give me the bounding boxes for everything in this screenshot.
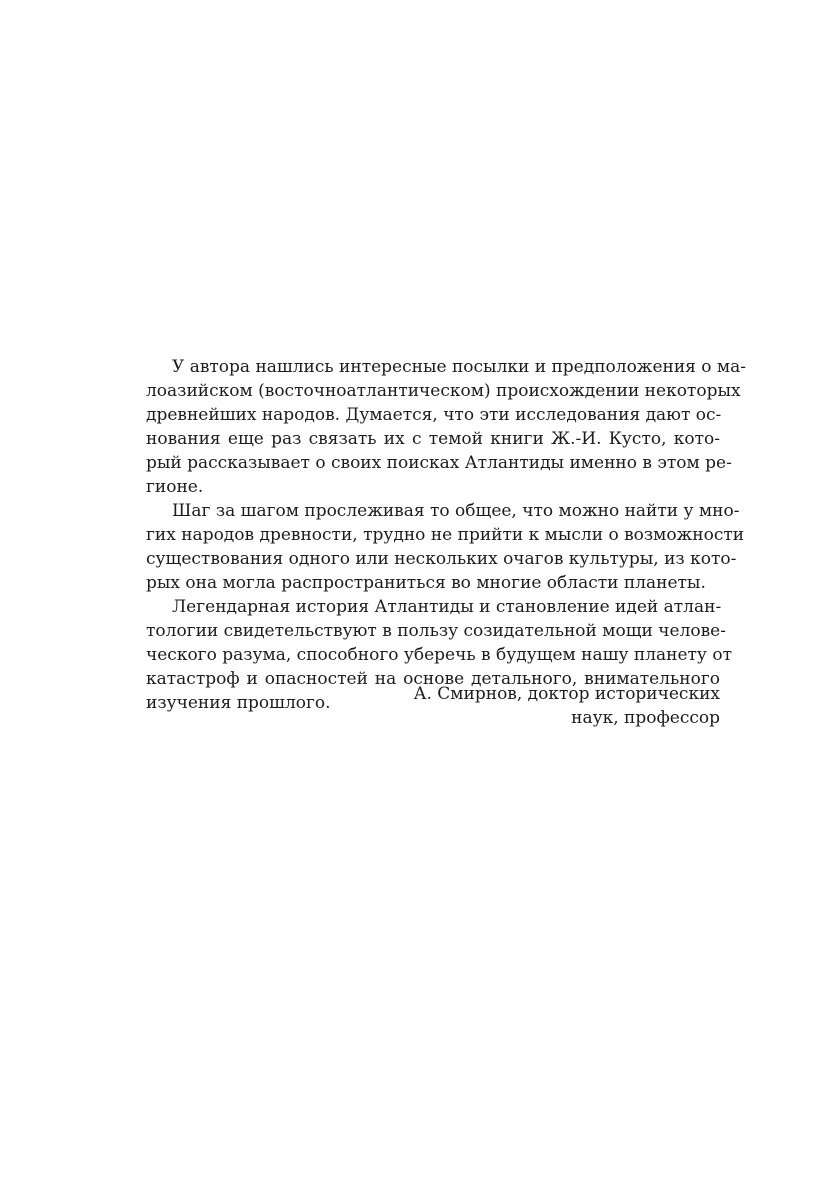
paragraph-1: [146, 355, 747, 499]
text-line: тологии свидетельствуют в пользу созидательной мощи челове-: [146, 621, 726, 641]
text-line: катастроф и опасностей на основе детального, внимательного: [146, 669, 720, 689]
text-line: Легендарная история Атлантиды и становление идей атлан-: [172, 597, 722, 617]
paragraph-2: [146, 499, 745, 595]
text-line: Шаг за шагом прослеживая то общее, что можно найти у мно-: [172, 501, 740, 521]
signature-line-name: А. Смирнов, доктор исторических: [413, 684, 720, 704]
text-line: гих народов древности, трудно не прийти к мысли о возможности: [146, 525, 745, 545]
text-line: древнейших народов. Думается, что эти исследования дают ос-: [146, 405, 722, 425]
text-line: существования одного или нескольких очагов культуры, из кото-: [146, 549, 737, 569]
signature-line-title: наук, профессор: [571, 708, 720, 728]
text-line: нования еще раз связать их с темой книги Ж.-И. Кусто, кото-: [146, 429, 720, 449]
text-line: гионе.: [146, 477, 204, 497]
body-text: [146, 355, 747, 715]
text-line: ческого разума, способного уберечь в будущем нашу планету от: [146, 645, 732, 665]
text-line: лоазийском (восточноатлантическом) происхождении некоторых: [146, 381, 741, 401]
text-line: рых она могла распространиться во многие области планеты.: [146, 573, 706, 593]
author-signature: [360, 682, 720, 730]
text-line: изучения прошлого.: [146, 693, 331, 713]
text-line: У автора нашлись интересные посылки и предположения о ма-: [172, 357, 747, 377]
text-line: рый рассказывает о своих поисках Атлантиды именно в этом ре-: [146, 453, 732, 473]
